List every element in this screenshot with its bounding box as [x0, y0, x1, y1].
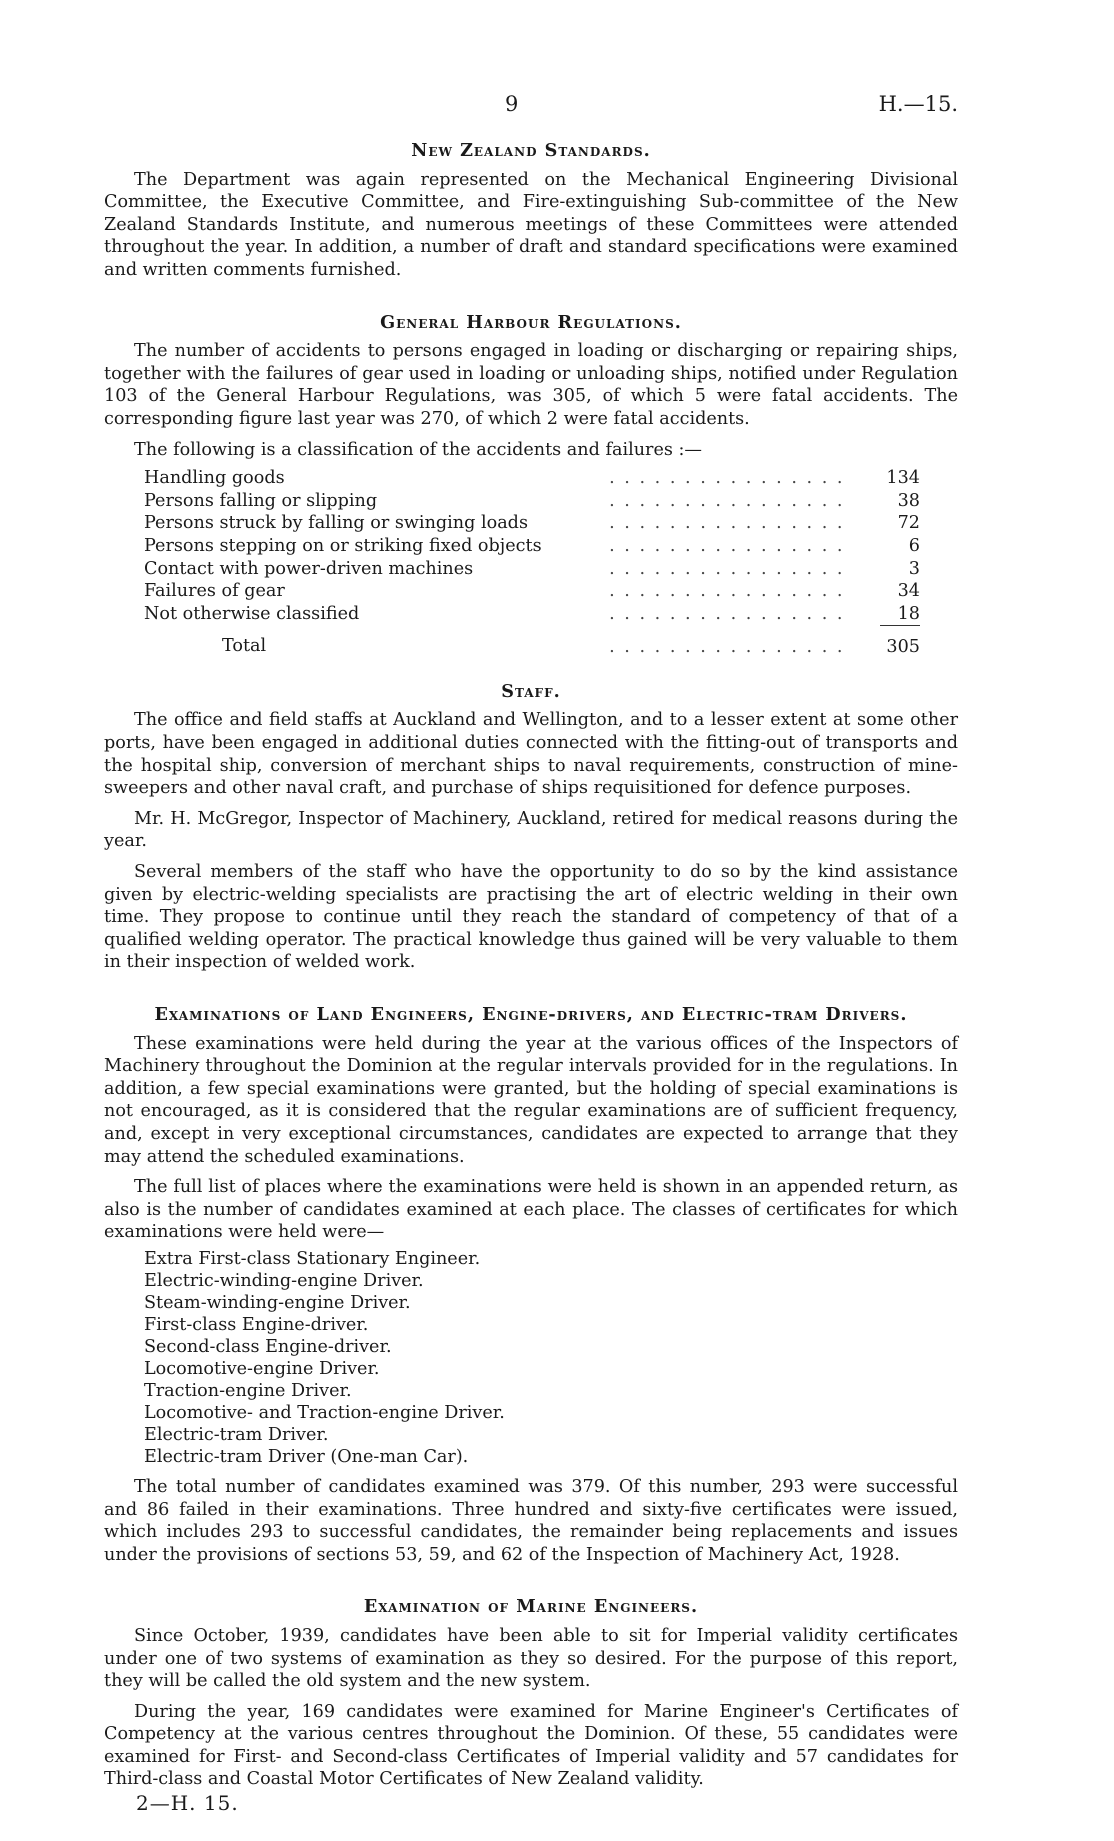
accident-row: [144, 490, 920, 513]
section-marine-engineers: [104, 1596, 958, 1791]
page-number: 9: [505, 92, 519, 116]
total-row: [144, 626, 920, 659]
list-item: Second-class Engine-driver.: [144, 1336, 392, 1357]
leader-dots: . . . . . . . . . . . . . . . .: [609, 637, 845, 658]
leader-dots: . . . . . . . . . . . . . . . .: [609, 603, 845, 624]
section-land-engineers: [104, 1004, 958, 1566]
list-item: Steam-winding-engine Driver.: [144, 1292, 411, 1313]
list-item: Electric-tram Driver.: [144, 1424, 329, 1445]
list-item: Locomotive-engine Driver.: [144, 1358, 380, 1379]
accident-row: [144, 512, 920, 535]
section-title-standards: New Zealand Standards.: [411, 140, 651, 161]
leader-dots: . . . . . . . . . . . . . . . .: [609, 558, 845, 579]
list-item: Electric-winding-engine Driver.: [144, 1270, 424, 1291]
section-staff: [104, 681, 958, 974]
accident-row: [144, 467, 920, 490]
accident-count: 18: [897, 603, 920, 624]
accident-row: [144, 580, 920, 603]
section-title-harbour: General Harbour Regulations.: [380, 311, 682, 333]
section-title-land-engineers: Examinations of Land Engineers, Engine-drivers, and Electric-tram Drivers.: [154, 1004, 908, 1025]
paragraph: The total number of candidates examined was 379. Of this number, 293 were successful and 86 failed in their examinations. Three hundred and sixty-five certificates were issued, which includes 293 to successful candidates, the remainder being replacements and issues under the provisions of sections 53, 59, and 62 of the Inspection of Machinery Act, 1928.: [104, 1476, 958, 1565]
accident-count: 6: [908, 535, 920, 556]
paragraph: The following is a classification of the accidents and failures :—: [134, 439, 703, 460]
paragraph: The full list of places where the examinations were held is shown in an appended return, as also is the number of candidates examined at each place. The classes of certificates for which examinations were held were—: [104, 1177, 958, 1243]
certificate-list: [144, 1248, 958, 1468]
accident-count: 134: [886, 468, 920, 489]
leader-dots: . . . . . . . . . . . . . . . .: [609, 490, 845, 511]
total-label: Total: [222, 636, 267, 657]
paragraph: Since October, 1939, candidates have been able to sit for Imperial validity certificates under one of two systems of examination as they so desired. For the purpose of this report, they will be called the old system and the new system.: [104, 1625, 958, 1692]
list-item: First-class Engine-driver.: [144, 1314, 369, 1335]
accident-category: Persons struck by falling or swinging loads: [144, 513, 528, 534]
section-title-staff: Staff.: [501, 680, 561, 702]
paragraph: These examinations were held during the year at the various offices of the Inspectors of Machinery throughout the Dominion at the regular intervals provided for in the regulations. In addition, a few special examinations were granted, but the holding of special examinations is not encouraged, as it is considered that the regular examinations are of sufficient frequency, and, except in very exceptional circumstances, candidates are expected to arrange that they may attend the scheduled examinations.: [104, 1033, 958, 1167]
list-item: Locomotive- and Traction-engine Driver.: [144, 1402, 505, 1423]
paragraph: The office and field staffs at Auckland and Wellington, and to a lesser extent at some other ports, have been engaged in additional duties connected with the fitting-out of transports and the hospital ship, conversion of merchant ships to naval requirements, construction of mine-sweepers and other naval craft, and purchase of ships requisitioned for defence purposes.: [104, 710, 958, 799]
accident-category: Not otherwise classified: [144, 603, 360, 624]
leader-dots: . . . . . . . . . . . . . . . .: [609, 468, 845, 489]
accident-category: Persons stepping on or striking fixed objects: [144, 535, 542, 556]
accident-count: 38: [897, 490, 920, 511]
accident-count: 3: [908, 558, 920, 579]
accident-count: 34: [897, 581, 920, 602]
document-reference: H.—15.: [878, 92, 958, 116]
total-value: 305: [886, 637, 920, 658]
paragraph: During the year, 169 candidates were examined for Marine Engineer's Certificates of Competency at the various centres throughout the Dominion. Of these, 55 candidates were examined for First- and Second-class Certificates of Imperial validity and 57 candidates for Third-class and Coastal Motor Certificates of New Zealand validity.: [104, 1701, 958, 1790]
list-item: Traction-engine Driver.: [144, 1380, 352, 1401]
paragraph: The number of accidents to persons engaged in loading or discharging or repairing ships, together with the failures of gear used in loading or unloading ships, notified under Regulation 103 of the General Harbour Regulations, was 305, of which 5 were fatal accidents. The corresponding figure last year was 270, of which 2 were fatal accidents.: [104, 341, 958, 429]
section-title-marine-engineers: Examination of Marine Engineers.: [363, 1596, 699, 1618]
section-standards: [104, 140, 958, 282]
accident-row: [144, 603, 920, 626]
list-item: Extra First-class Stationary Engineer.: [144, 1248, 481, 1269]
accident-category: Failures of gear: [144, 581, 285, 602]
accident-count: 72: [897, 513, 920, 534]
paragraph: Several members of the staff who have the opportunity to do so by the kind assistance given by electric-welding specialists are practising the art of electric welding in their own time. They propose to continue until they reach the standard of competency of that of a qualified welding operator. The practical knowledge thus gained will be very valuable to them in their inspection of welded work.: [104, 862, 958, 973]
accident-category: Handling goods: [144, 468, 285, 489]
accident-category: Contact with power-driven machines: [144, 558, 474, 579]
paragraph: The Department was again represented on the Mechanical Engineering Divisional Committee, the Executive Committee, and Fire-extinguishing Sub-committee of the New Zealand Standards Institute, and numerous meetings of these Committees were attended throughout the year. In addition, a number of draft and standard specifications were examined and written comments furnished.: [104, 169, 958, 280]
footer-signature: 2—H. 15.: [136, 1791, 239, 1815]
leader-dots: . . . . . . . . . . . . . . . .: [609, 581, 845, 602]
accident-row: [144, 558, 920, 581]
leader-dots: . . . . . . . . . . . . . . . .: [609, 535, 845, 556]
paragraph: Mr. H. McGregor, Inspector of Machinery, Auckland, retired for medical reasons during the year.: [104, 808, 958, 852]
leader-dots: . . . . . . . . . . . . . . . .: [609, 513, 845, 534]
list-item: Electric-tram Driver (One-man Car).: [144, 1446, 469, 1467]
accident-row: [144, 535, 920, 558]
document-body: [104, 140, 958, 1791]
accident-category: Persons falling or slipping: [144, 490, 378, 511]
section-harbour: [104, 312, 958, 659]
accident-table: [144, 467, 920, 659]
